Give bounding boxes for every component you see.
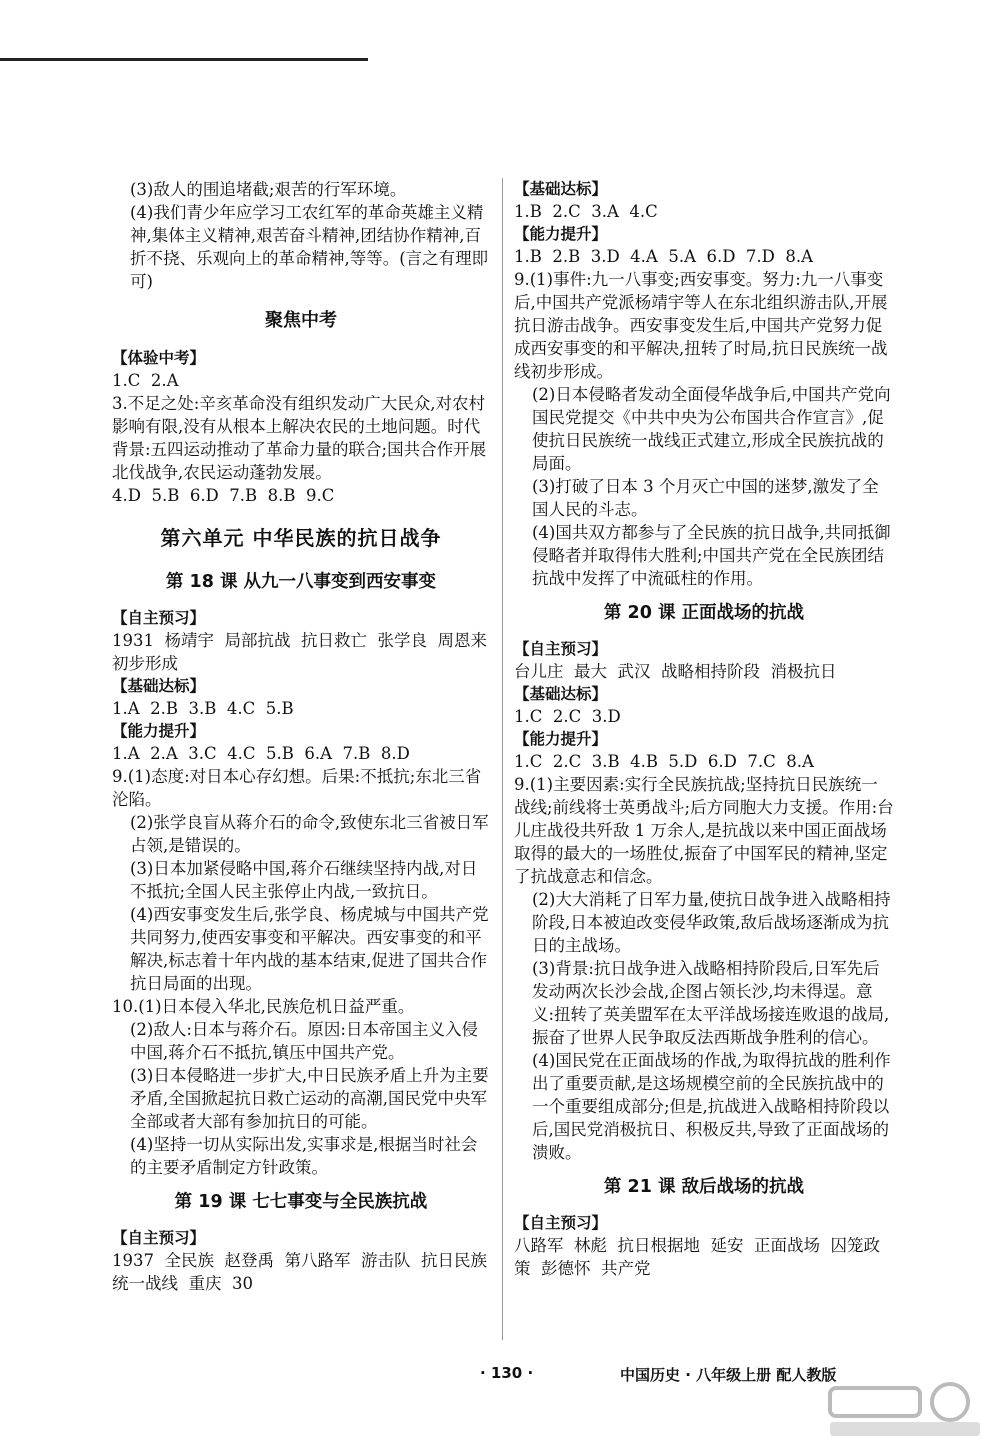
answer-text: 1.A 2.A 3.C 4.C 5.B 6.A 7.B 8.D: [112, 744, 410, 763]
answer-text: (2)张学良盲从蒋介石的命令,致使东北三省被日军占领,是错误的。: [130, 813, 489, 855]
answer-text: 1931 杨靖宇 局部抗战 抗日救亡 张学良 周恩来 初步形成: [112, 631, 498, 673]
lesson-title: 第 21 课 敌后战场的抗战: [603, 1177, 805, 1197]
section-heading: 聚焦中考: [265, 310, 337, 331]
answer-text: 1937 全民族 赵登禹 第八路军 游击队 抗日民族统一战线 重庆 30: [112, 1251, 487, 1293]
answer-text: 1.C 2.C 3.D: [514, 707, 621, 726]
unit-title: 第六单元 中华民族的抗日战争: [160, 526, 442, 550]
answer-text: 八路军 林彪 抗日根据地 延安 正面战场 囚笼政策 彭德怀 共产党: [514, 1236, 880, 1278]
section-tag: 【能力提升】: [112, 722, 206, 740]
answer-text: 1.C 2.A: [112, 371, 179, 390]
section-tag: 【能力提升】: [514, 730, 608, 748]
answer-text: 9.(1)态度:对日本心存幻想。后果:不抵抗;东北三省沦陷。: [112, 767, 482, 809]
answer-text: 9.(1)事件:九一八事变;西安事变。努力:九一八事变后,中国共产党派杨靖宇等人在东北组织游击队,开展抗日游击战争。西安事变发生后,中国共产党努力促成西安事变的和平解决,扭转了时局,抗日民族统一战线初步形成。: [514, 270, 888, 381]
section-tag: 【能力提升】: [514, 225, 608, 243]
answer-text: (2)大大消耗了日军力量,使抗日战争进入战略相持阶段,日本被迫改变侵华政策,敌后战场逐渐成为抗日的主战场。: [532, 890, 891, 955]
answer-text: 9.(1)主要因素:实行全民族抗战;坚持抗日民族统一战线;前线将士英勇战斗;后方同胞大力支援。作用:台儿庄战役共歼敌 1 万余人,是抗战以来中国正面战场取得的最大的一场胜仗,振奋了中国军民的精神,坚定了抗战意志和信念。: [514, 775, 894, 886]
answer-text: (2)敌人:日本与蒋介石。原因:日本帝国主义入侵中国,蒋介石不抵抗,镇压中国共产党。: [130, 1020, 478, 1062]
book-title: 中国历史 · 八年级上册 配人教版: [620, 1366, 837, 1384]
watermark-logo-icon: [820, 1380, 990, 1440]
answer-text: 1.B 2.B 3.D 4.A 5.A 6.D 7.D 8.A: [514, 247, 814, 266]
section-tag: 【基础达标】: [514, 180, 608, 198]
answer-text: (3)敌人的围追堵截;艰苦的行军环境。: [130, 180, 407, 199]
lesson-title: 第 18 课 从九一八事变到西安事变: [165, 572, 437, 592]
answer-text: (4)国民党在正面战场的作战,为取得抗战的胜利作出了重要贡献,是这场规模空前的全民族抗战中的一个重要组成部分;但是,抗战进入战略相持阶段以后,国民党消极抗日、积极反共,导致了正面战场的溃败。: [532, 1051, 891, 1162]
section-tag: 【体验中考】: [112, 349, 206, 367]
section-tag: 【自主预习】: [112, 1229, 206, 1247]
left-column: [112, 178, 498, 1295]
answer-text: (3)日本侵略进一步扩大,中日民族矛盾上升为主要矛盾,全国掀起抗日救亡运动的高潮,国民党中央军全部或者大部有参加抗日的可能。: [130, 1066, 489, 1131]
answer-text: (4)西安事变发生后,张学良、杨虎城与中国共产党共同努力,使西安事变和平解决。西安事变的和平解决,标志着十年内战的基本结束,促进了国共合作抗日局面的出现。: [130, 905, 489, 993]
top-rule: [0, 58, 368, 61]
answer-text: 1.B 2.C 3.A 4.C: [514, 202, 658, 221]
answer-text: (4)坚持一切从实际出发,实事求是,根据当时社会的主要矛盾制定方针政策。: [130, 1135, 478, 1177]
answer-text: 10.(1)日本侵入华北,民族危机日益严重。: [112, 997, 415, 1016]
answer-text: (3)日本加紧侵略中国,蒋介石继续坚持内战,对日不抵抗;全国人民主张停止内战,一致抗日。: [130, 859, 478, 901]
answer-text: (2)日本侵略者发动全面侵华战争后,中国共产党向国民党提交《中共中央为公布国共合作宣言》,促使抗日民族统一战线正式建立,形成全民族抗战的局面。: [532, 385, 891, 473]
answer-text: (4)国共双方都参与了全民族的抗日战争,共同抵御侵略者并取得伟大胜利;中国共产党在全民族团结抗战中发挥了中流砥柱的作用。: [532, 523, 891, 588]
section-tag: 【基础达标】: [112, 677, 206, 695]
answer-text: 1.C 2.C 3.B 4.B 5.D 6.D 7.C 8.A: [514, 752, 814, 771]
page-number: · 130 ·: [480, 1364, 534, 1382]
lesson-title: 第 19 课 七七事变与全民族抗战: [174, 1192, 428, 1212]
answer-text: 4.D 5.B 6.D 7.B 8.B 9.C: [112, 486, 335, 505]
answer-text: 3.不足之处:辛亥革命没有组织发动广大民众,对农村影响有限,没有从根本上解决农民的土地问题。时代背景:五四运动推动了革命力量的联合;国共合作开展北伐战争,农民运动蓬勃发展。: [112, 394, 487, 482]
section-tag: 【自主预习】: [514, 1214, 608, 1232]
answer-text: 1.A 2.B 3.B 4.C 5.B: [112, 699, 294, 718]
answer-text: (4)我们青少年应学习工农红军的革命英雄主义精神,集体主义精神,艰苦奋斗精神,团结协作精神,百折不挠、乐观向上的革命精神,等等。(言之有理即可): [130, 203, 489, 291]
section-tag: 【自主预习】: [514, 640, 608, 658]
answer-text: (3)背景:抗日战争进入战略相持阶段后,日军先后发动两次长沙会战,企图占领长沙,均未得逞。意义:扭转了英美盟军在太平洋战场接连败退的战局,振奋了世界人民争取反法西斯战争胜利的信心。: [532, 959, 890, 1047]
section-tag: 【基础达标】: [514, 685, 608, 703]
column-divider: [502, 178, 503, 1340]
lesson-title: 第 20 课 正面战场的抗战: [603, 603, 805, 623]
answer-text: (3)打破了日本 3 个月灭亡中国的迷梦,激发了全国人民的斗志。: [532, 477, 879, 519]
section-tag: 【自主预习】: [112, 609, 206, 627]
answer-text: 台儿庄 最大 武汉 战略相持阶段 消极抗日: [514, 662, 837, 681]
right-column: [514, 178, 894, 1280]
